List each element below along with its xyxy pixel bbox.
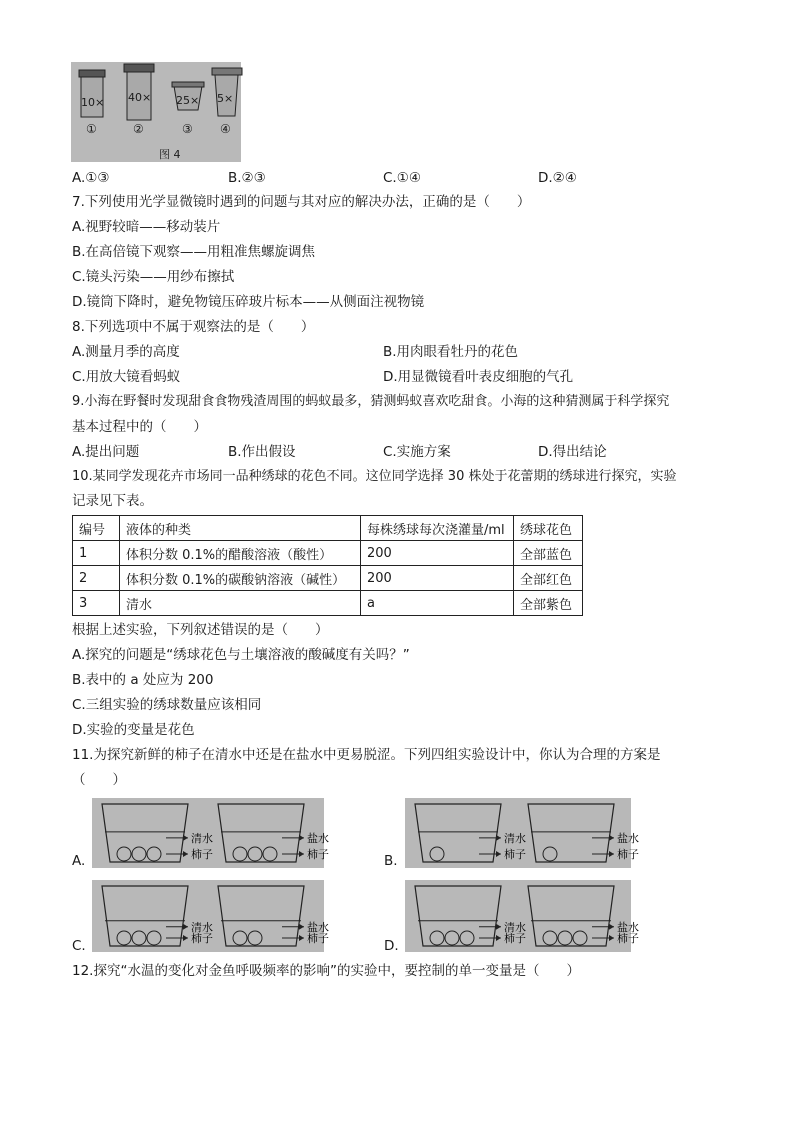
beaker: [415, 804, 526, 862]
q11-stem-line2: （ ）: [72, 772, 126, 788]
q11-option-d-diagram[interactable]: [405, 880, 639, 952]
table-header-cell: 绣球花色: [514, 516, 583, 541]
beaker-label: 柿子: [504, 848, 526, 861]
q7-stem: 7.下列使用光学显微镜时遇到的问题与其对应的解决办法，正确的是（ ）: [72, 194, 531, 210]
persimmon: [132, 847, 146, 861]
q8-option-b[interactable]: B.用肉眼看牡丹的花色: [383, 344, 519, 360]
persimmon: [543, 847, 557, 861]
persimmon: [248, 931, 262, 945]
table-cell: 全部紫色: [514, 591, 583, 616]
q10-data-table: [72, 515, 583, 616]
persimmon: [233, 931, 247, 945]
lens-4-mag: 5×: [217, 92, 234, 105]
lens-2-number: ②: [133, 122, 144, 136]
table-cell: 体积分数 0.1%的碳酸钠溶液（碱性）: [120, 566, 361, 591]
beaker-label: 柿子: [307, 848, 329, 861]
lens-1-number: ①: [86, 122, 97, 136]
beaker: [218, 886, 329, 946]
q7-option-b[interactable]: B.在高倍镜下观察——用粗准焦螺旋调焦: [72, 244, 316, 260]
figure-4-caption: 图 4: [159, 148, 181, 161]
lens-4-number: ④: [220, 122, 231, 136]
beaker-label: 柿子: [617, 932, 639, 945]
lens-1-mag: 10×: [81, 96, 105, 109]
q11-option-c-diagram[interactable]: [92, 880, 329, 952]
persimmon: [248, 847, 262, 861]
lens-3-mag: 25×: [176, 94, 200, 107]
q11-option-d-letter[interactable]: D.: [384, 938, 399, 954]
table-header-cell: 液体的种类: [120, 516, 361, 541]
persimmon: [430, 847, 444, 861]
beaker: [528, 804, 639, 862]
table-cell: a: [361, 591, 514, 616]
beaker-label: 柿子: [191, 932, 213, 945]
q12-stem: 12.探究“水温的变化对金鱼呼吸频率的影响”的实验中，要控制的单一变量是（ ）: [72, 963, 580, 979]
q11-option-a-letter[interactable]: A.: [72, 853, 86, 869]
q8-option-c[interactable]: C.用放大镜看蚂蚁: [72, 369, 181, 385]
table-cell: 清水: [120, 591, 361, 616]
q10-stem-line1: 10.某同学发现花卉市场同一品种绣球的花色不同。这位同学选择 30 株处于花蕾期的绣球进行探究，实验: [72, 469, 677, 484]
q10-option-a[interactable]: A.探究的问题是“绣球花色与土壤溶液的酸碱度有关吗？”: [72, 647, 410, 663]
beaker-label: 清水: [191, 831, 213, 845]
lens-3-number: ③: [182, 122, 193, 136]
lens-2-mag: 40×: [128, 91, 152, 104]
q10-option-c[interactable]: C.三组实验的绣球数量应该相同: [72, 697, 262, 713]
table-cell: 1: [73, 541, 120, 566]
q6-option-b[interactable]: B.②③: [228, 170, 266, 186]
q8-option-d[interactable]: D.用显微镜看叶表皮细胞的气孔: [383, 369, 574, 385]
table-cell: 体积分数 0.1%的醋酸溶液（酸性）: [120, 541, 361, 566]
q11-option-b-diagram[interactable]: [405, 798, 639, 868]
q10-stem-line2: 记录见下表。: [72, 493, 153, 509]
table-cell: 200: [361, 541, 514, 566]
table-cell: 全部蓝色: [514, 541, 583, 566]
beaker-label: 盐水: [307, 920, 329, 934]
beaker: [102, 886, 213, 946]
q10-followup: 根据上述实验，下列叙述错误的是（ ）: [72, 622, 329, 638]
persimmon: [147, 847, 161, 861]
beaker-label: 盐水: [617, 831, 639, 845]
beaker: [528, 886, 639, 946]
q8-option-a[interactable]: A.测量月季的高度: [72, 344, 180, 360]
q11-stem-line1: 11.为探究新鲜的柿子在清水中还是在盐水中更易脱涩。下列四组实验设计中，你认为合理的方案是: [72, 747, 661, 763]
beaker: [102, 804, 213, 862]
q9-option-a[interactable]: A.提出问题: [72, 444, 140, 460]
persimmon: [543, 931, 557, 945]
table-header-cell: 编号: [73, 516, 120, 541]
table-row: [73, 591, 583, 616]
q10-option-d[interactable]: D.实验的变量是花色: [72, 722, 195, 738]
beaker-label: 盐水: [617, 920, 639, 934]
q8-stem: 8.下列选项中不属于观察法的是（ ）: [72, 319, 315, 335]
persimmon: [132, 931, 146, 945]
q10-option-b[interactable]: B.表中的 a 处应为 200: [72, 672, 214, 688]
persimmon: [233, 847, 247, 861]
beaker-label: 清水: [504, 831, 526, 845]
beaker-label: 柿子: [504, 932, 526, 945]
q9-option-d[interactable]: D.得出结论: [538, 444, 607, 460]
q11-option-c-letter[interactable]: C.: [72, 938, 86, 954]
table-cell: 3: [73, 591, 120, 616]
figure-4-lenses: [71, 62, 241, 162]
table-row: [73, 566, 583, 591]
beaker: [218, 804, 329, 862]
q7-option-a[interactable]: A.视野较暗——移动装片: [72, 219, 221, 235]
q9-stem-line1: 9.小海在野餐时发现甜食食物残渣周围的蚂蚁最多，猜测蚂蚁喜欢吃甜食。小海的这种猜测属于科学探究: [72, 394, 670, 409]
table-header-cell: 每株绣球每次浇灌量/ml: [361, 516, 514, 541]
q9-stem-line2: 基本过程中的（ ）: [72, 419, 207, 435]
beaker-label: 清水: [191, 920, 213, 934]
table-cell: 全部红色: [514, 566, 583, 591]
persimmon: [558, 931, 572, 945]
persimmon: [445, 931, 459, 945]
persimmon: [147, 931, 161, 945]
q6-option-d[interactable]: D.②④: [538, 170, 577, 186]
table-cell: 200: [361, 566, 514, 591]
q11-option-b-letter[interactable]: B.: [384, 853, 398, 869]
q7-option-d[interactable]: D.镜筒下降时，避免物镜压碎玻片标本——从侧面注视物镜: [72, 294, 425, 310]
beaker-label: 柿子: [617, 848, 639, 861]
q6-option-c[interactable]: C.①④: [383, 170, 421, 186]
persimmon: [117, 847, 131, 861]
beaker-label: 柿子: [307, 932, 329, 945]
q6-option-a[interactable]: A.①③: [72, 170, 110, 186]
beaker-label: 盐水: [307, 831, 329, 845]
persimmon: [460, 931, 474, 945]
beaker-label: 清水: [504, 920, 526, 934]
q9-option-b[interactable]: B.作出假设: [228, 444, 296, 460]
table-cell: 2: [73, 566, 120, 591]
q7-option-c[interactable]: C.镜头污染——用纱布擦拭: [72, 269, 235, 285]
persimmon: [263, 847, 277, 861]
table-row: [73, 541, 583, 566]
q11-option-a-diagram[interactable]: [92, 798, 329, 868]
persimmon: [573, 931, 587, 945]
persimmon: [430, 931, 444, 945]
table-header-row: [73, 516, 583, 541]
beaker-label: 柿子: [191, 848, 213, 861]
persimmon: [117, 931, 131, 945]
q9-option-c[interactable]: C.实施方案: [383, 444, 451, 460]
beaker: [415, 886, 526, 946]
